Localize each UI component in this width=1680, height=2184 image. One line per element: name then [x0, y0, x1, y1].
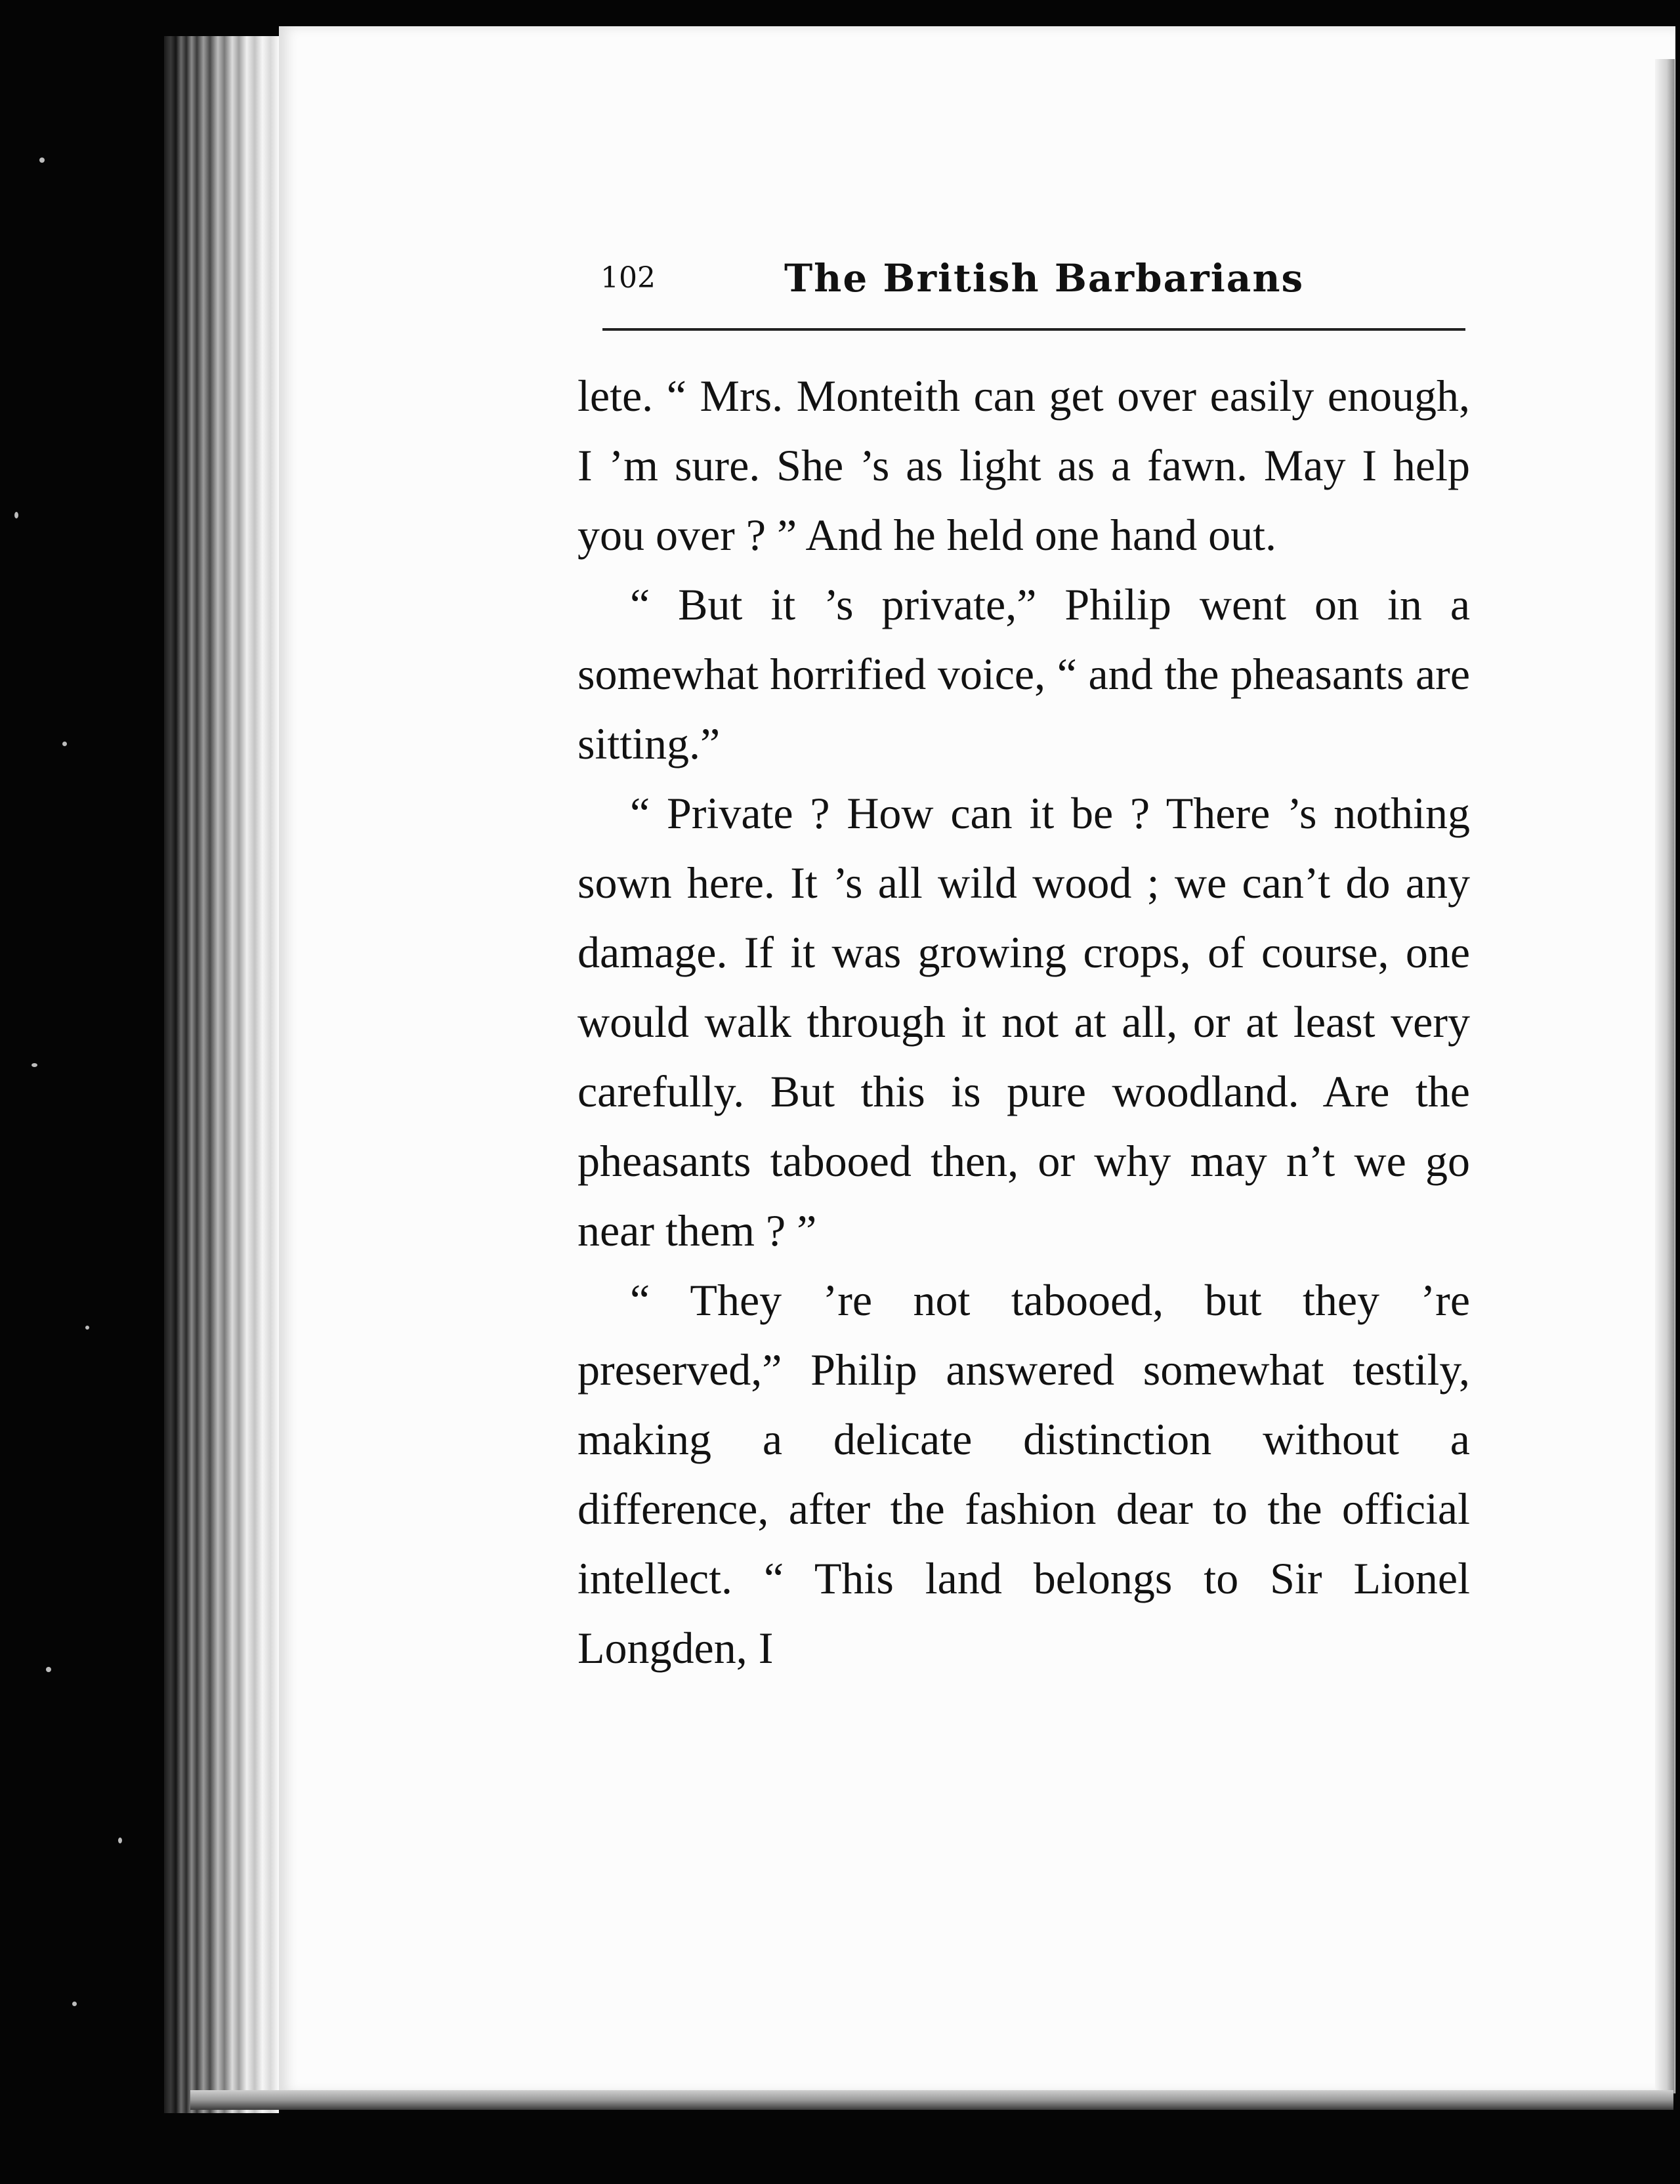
dust-speck	[118, 1838, 122, 1843]
header-rule	[602, 328, 1465, 331]
paragraph: “ But it ’s private,” Philip went on in a somewhat horrified voice, “ and the pheasants are sitting.”	[578, 579, 1470, 768]
dust-speck	[62, 742, 67, 746]
paragraph: “ Private ? How can it be ? There ’s nothing sown here. It ’s all wild wood ; we can’t do any damage. If it was growing crops, of course, one would walk through it not at all, or at least very carefully. But this is pure woodland. Are the pheasants tabooed then, or why may n’t we go near them ? ”	[578, 788, 1470, 1255]
dust-speck	[46, 1667, 51, 1672]
paragraph: lete. “ Mrs. Monteith can get over easily enough, I ’m sure. She ’s as light as a fawn. May I help you over ? ” And he held one hand out.	[578, 371, 1470, 560]
dust-speck	[14, 512, 18, 518]
page-edges-left	[164, 36, 279, 2113]
page-number: 102	[600, 261, 656, 295]
page-edge-right	[1655, 59, 1675, 2093]
running-title: The British Barbarians	[784, 256, 1305, 301]
running-header	[600, 256, 1467, 308]
paragraph: “ They ’re not tabooed, but they ’re preserved,” Philip answered somewhat testily, making a delicate distinction without a difference, after the fashion dear to the official intellect. “ This land belongs to Sir Lionel Longden, I	[578, 1275, 1470, 1673]
page-edge-bottom	[190, 2090, 1673, 2110]
dust-speck	[32, 1063, 37, 1067]
dust-speck	[85, 1326, 89, 1330]
body-text	[578, 361, 1470, 1683]
dust-speck	[39, 158, 45, 163]
dust-speck	[72, 2002, 77, 2006]
